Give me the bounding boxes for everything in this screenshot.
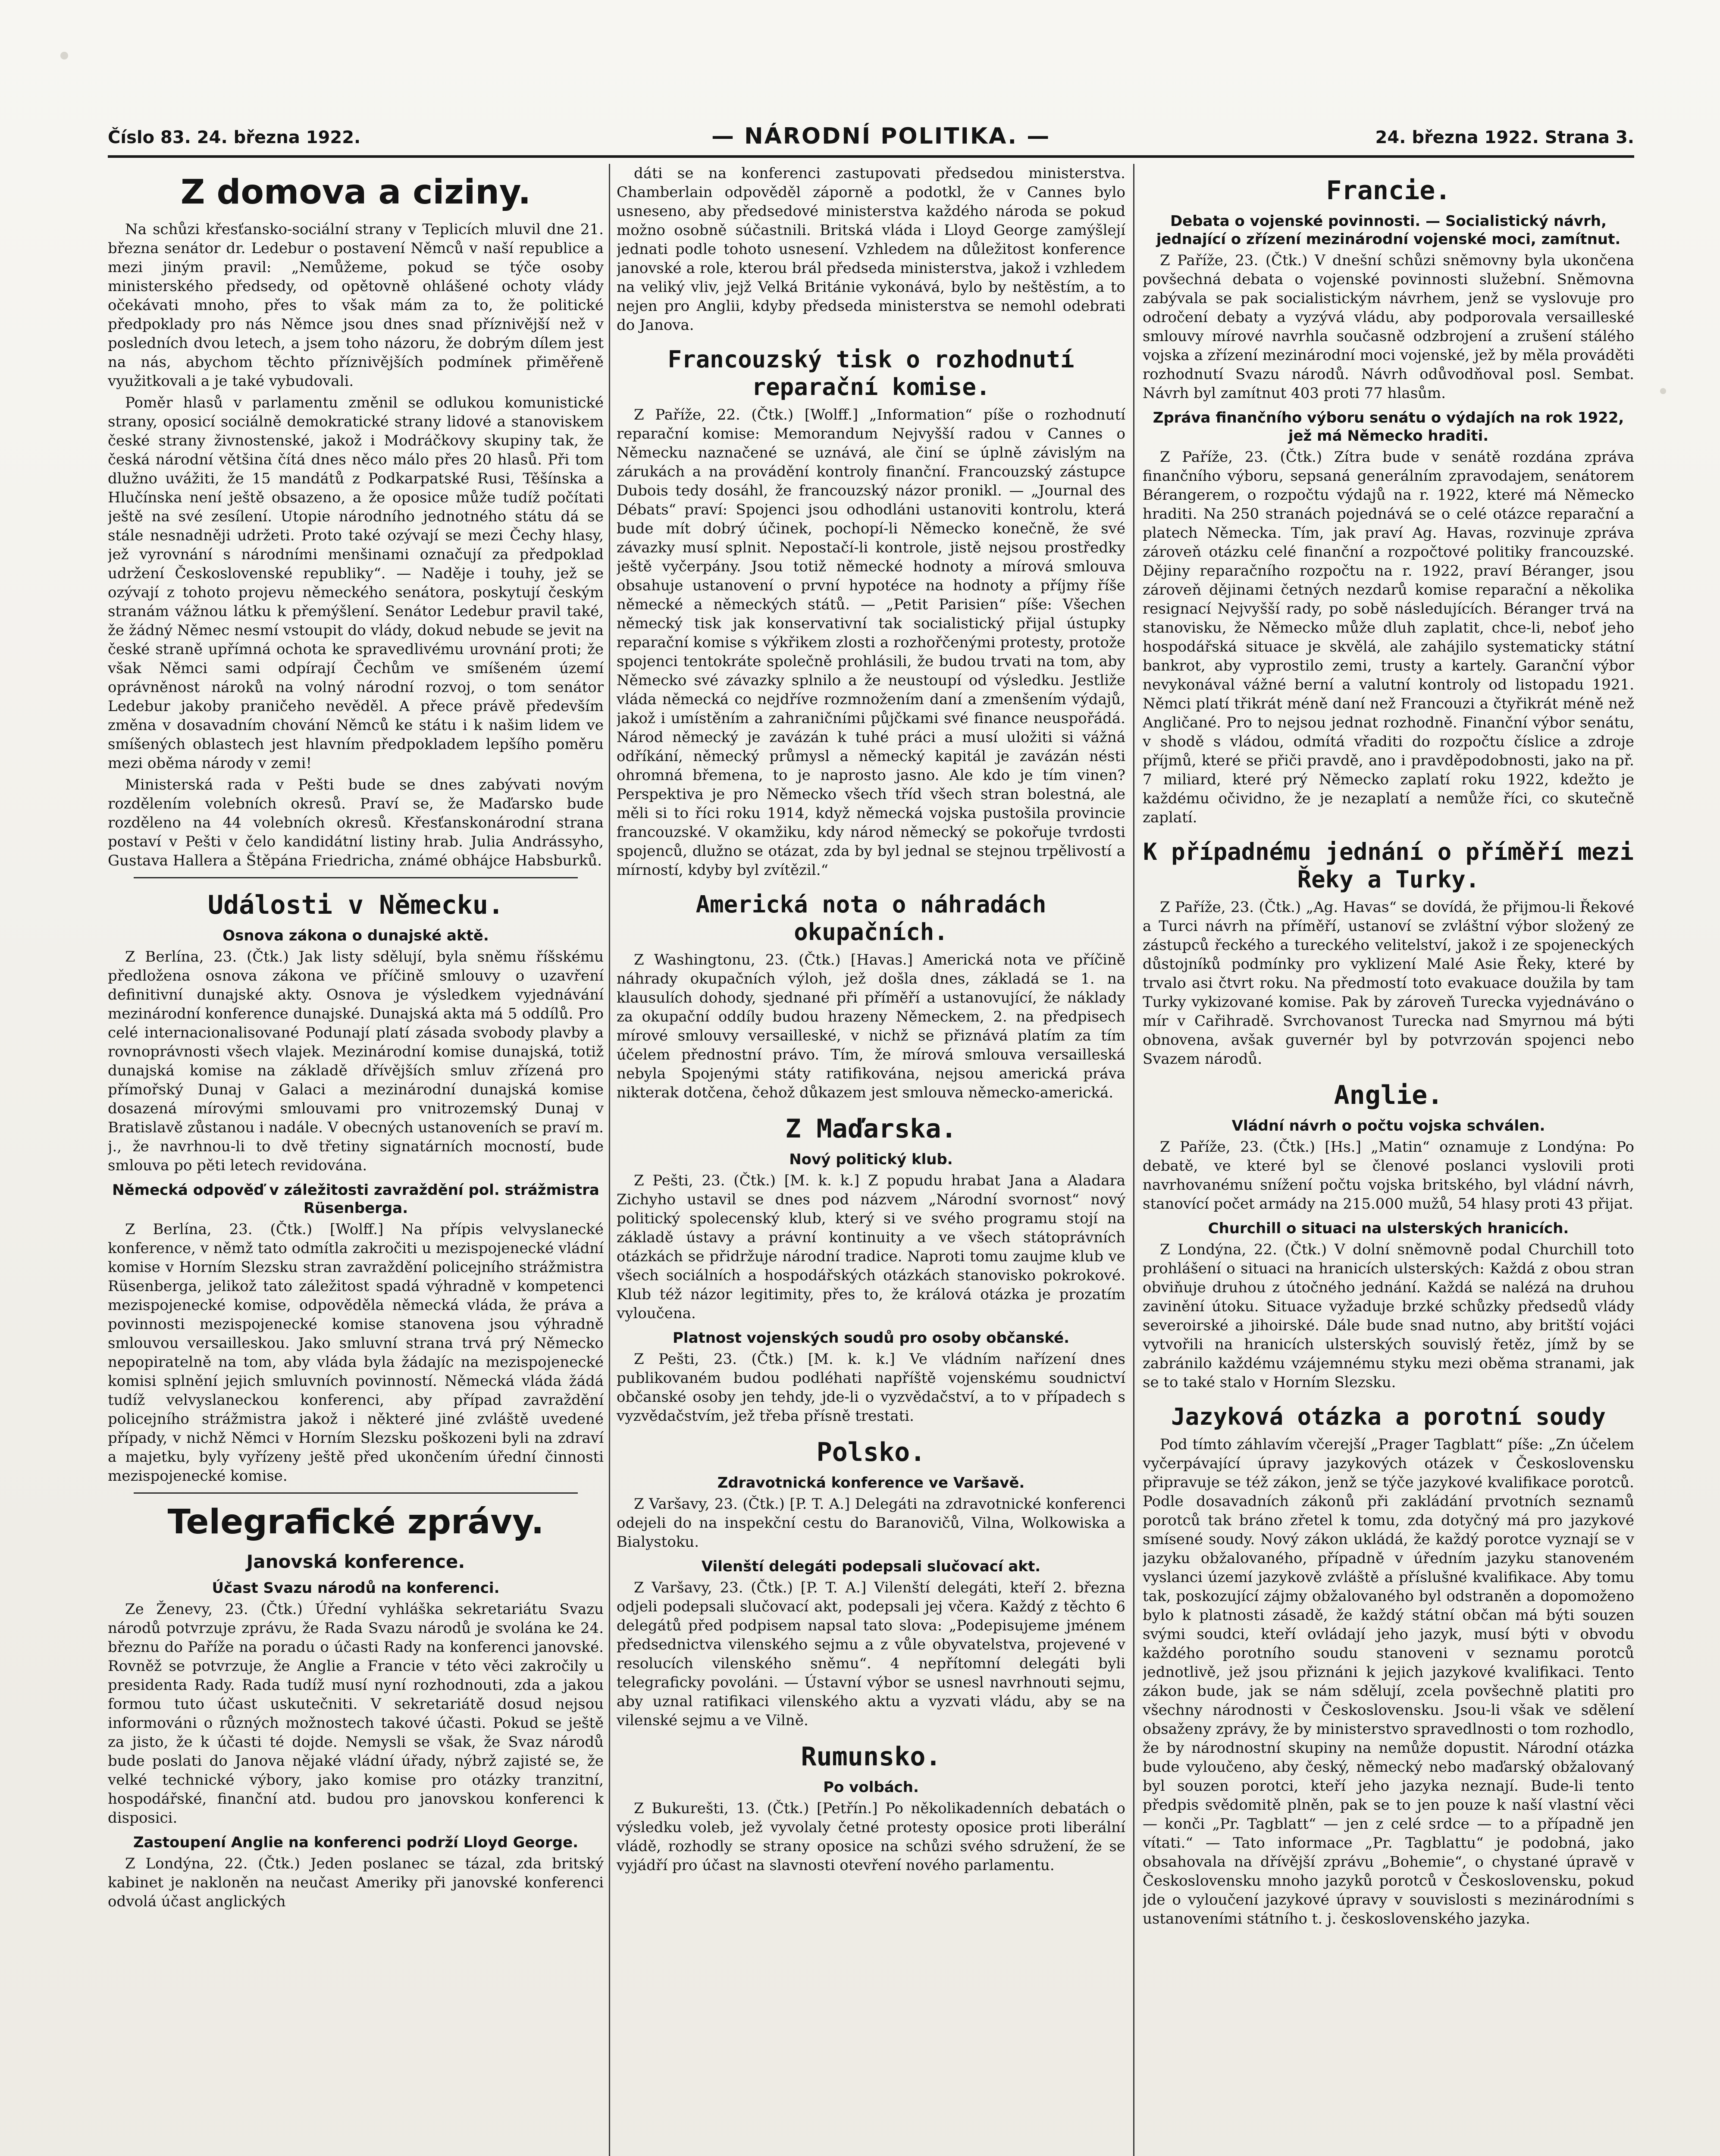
article-paragraph: Z Varšavy, 23. (Čtk.) [P. T. A.] Delegáti na zdravotnické konferenci odejeli do na inspekční cestu do Baranovičů, Vilna, Wolkowiska a Bialystoku.: [617, 1495, 1125, 1551]
article-paragraph: Z Paříže, 23. (Čtk.) [Hs.] „Matin“ oznamuje z Londýna: Po debatě, ve které byl se členové poslanci vyslovili proti navrhovanému snížení počtu vojska britského, byl vládní návrh, stanovící počet armády na 215.000 mužů, 54 hlasy proti 43 přijat.: [1143, 1138, 1634, 1213]
section-heading: Z Maďarska.: [785, 1114, 957, 1144]
article-divider: [134, 1492, 578, 1494]
page-number: 24. března 1922. Strana 3.: [1375, 128, 1634, 147]
article-paragraph: Ministerská rada v Pešti bude se dnes zabývati novým rozdělením volebních okresů. Praví se, že Maďarsko bude rozděleno na 44 volebních okresů. Křesťanskonárodní strana postaví v Pešti v čelo kandidátní listiny hrab. Julia Andrássyho, Gustava Hallera a Štěpána Friedricha, známé obhájce Habsburků.: [108, 776, 604, 869]
section-heading: Anglie.: [1334, 1080, 1443, 1110]
section-heading: Americká nota o náhradách okupačních.: [696, 891, 1046, 946]
article-heading: Churchill o situaci na ulsterských hranicích.: [1208, 1220, 1569, 1237]
column-1: [108, 164, 604, 2156]
article-paragraph: Z Paříže, 22. (Čtk.) [Wolff.] „Information“ píše o rozhodnutí reparační komise: Memorandum Nejvyšší radou v Cannes o Německu naznačené se uznává, ale činí se úplně závislým na zárukách a na provádění kontroly finanční. Francouzský zástupce Dubois tedy dosáhl, že francouzský názor pronikl. — „Journal des Débats“ praví: Spojenci jsou odhodláni ustanoviti kontrolu, která bude mít dobrý účinek, pochopí-li Německo konečně, že své závazky musí splnit. Nepostačí-li kontrole, jistě nejsou prostředky ještě vyčerpány. Jsou totiž německé hodnoty a mírová smlouva obsahuje ustanovení o první hypotéce na hodnoty a příjmy říše německé a německých států. — „Petit Parisien“ píše: Všechen německý tisk jak konservativní tak socialistický přijal ústupky reparační komise s výkřikem zlosti a rozhořčenými protesty, protože spojenci tentokráte společně prohlásili, že budou trvati na tom, aby Německo své závazky splnilo a že neustoupí od výsledku. Jestliže vláda německá co nejdříve rozmnožením daní a zmenšením výdajů, jakož i umístěním a zahraničními půjčkami své finance neuspořádá. Národ německý je zavázán k tuhé práci a musí uložiti si vážná odříkání, německý průmysl a německý kapitál je zavázán nésti ohromná břemena, to je naprosto jasno. Ale kdo je tím vinen? Perspektiva je pro Německo všech tříd všech stran bolestná, ale měli si to říci roku 1914, když německá vojska pustošila provincie francouzské. V okamžiku, kdy národ německý se pokořuje tvrdosti spojenců, dlužno se otázat, zda by byl jednal se stejnou trpělivostí a mírností, kdyby byl zvítězil.“: [617, 406, 1125, 879]
article-paragraph: Z Londýna, 22. (Čtk.) Jeden poslanec se tázal, zda britský kabinet je nakloněn na neučast Ameriky při janovské konferenci odvolá účast anglických: [108, 1855, 604, 1910]
article-heading: Zpráva finančního výboru senátu o výdajích na rok 1922, jež má Německo hraditi.: [1153, 409, 1624, 445]
section-heading: Jazyková otázka a porotní soudy: [1171, 1403, 1606, 1430]
article-paragraph: Z Londýna, 22. (Čtk.) V dolní sněmovně podal Churchill toto prohlášení o situaci na hranicích ulsterských: Každá z obou stran obviňuje druhou z útočného jednání. Každá se nalézá na druhou zavinění útoku. Situace vyžaduje brzké schůzky předsedů vlády severoirské a jihoirské. Dále bude snad nutno, aby britští vojáci vytvořili na hranicích ulsterských souvislý řetěz, jímž by se zabránilo každému vzájemnému styku mezi oběma stranami, jak se to také stalo v Horním Slezsku.: [1143, 1241, 1634, 1391]
section-heading: Polsko.: [816, 1437, 926, 1467]
article-paragraph: Na schůzi křesťansko-sociální strany v Teplicích mluvil dne 21. března senátor dr. Ledebur o postavení Němců v naší republice a mezi jiným pravil: „Nemůžeme, pokud se týče osoby ministerského předsedy, od opětovně ohlášené ochoty vlády očekávati mnoho, přes to však mám za to, že politické předpoklady pro nás Němce jsou dnes snad příznivější než v posledních dvou letech, a jsem toho názoru, že dobrým dílem jest na nás, abychom těchto příznivějších podmínek přiměřeně využitkovali a je také vybudovali.: [108, 221, 604, 390]
section-heading: Francie.: [1326, 175, 1451, 206]
article-paragraph: Z Paříže, 23. (Čtk.) „Ag. Havas“ se dovídá, že přijmou-li Řekové a Turci návrh na příměří, ustanoví se zvláštní výbor složený ze zástupců řeckého a tureckého velitelství, jakož i ze spojeneckých důstojníků podmínky pro vyklizení Malé Asie Řeky, které by trvalo asi čtvrt roku. Na předmostí toto evakuace doužila by tam Turky vykizované komise. Pak by zároveň Turecka vyjednáváno o mír v Cařihradě. Svrchovanost Turecka nad Smyrnou má býti obnovena, avšak guvernér byl by potvrzován spojenci nebo Svazem národů.: [1143, 899, 1634, 1068]
masthead-rule: [108, 155, 1634, 158]
article-heading: Vilenští delegáti podepsali slučovací akt.: [701, 1558, 1041, 1575]
article-heading: Zastoupení Anglie na konferenci podrží Lloyd George.: [133, 1834, 579, 1851]
article-subheading: Účast Svazu národů na konferenci.: [212, 1579, 500, 1597]
article-heading: Zdravotnická konference ve Varšavě.: [717, 1474, 1025, 1492]
article-divider: [134, 877, 578, 878]
article-paragraph: Z Berlína, 23. (Čtk.) [Wolff.] Na přípis velvyslanecké konference, v němž tato odmítla zakročiti u mezispojenecké vládní komise v Horním Slezsku stran zavraždění policejního strážmistra Rüsenberga, jelikož tato záležitost spadá výhradně v kompetenci mezispojenecké komise, odpověděla německá vláda, že práva a povinnosti mezispojenecké komise stanovena jsou výhradně smlouvou versailleskou. Jako smluvní strana trvá prý Německo nepopiratelně na tom, aby vláda byla žádajíc na mezispojenecké komisi splnění jejich smluvních povinností. Německá vláda žádá tudíž velvyslaneckou konferenci, aby případ zavraždění policejního strážmistra jakož i některé jiné zvláště uvedené případy, v nichž Němci v Horním Slezsku poškozeni byli na zdraví a majetku, byly vyřízeny ještě před ukončením úřední činnosti mezispojenecké komise.: [108, 1221, 604, 1485]
article-paragraph: Z Pešti, 23. (Čtk.) [M. k. k.] Z popudu hrabat Jana a Aladara Zichyho ustavil se dnes pod názvem „Národní svornost“ nový politický spolecenský klub, který si ve svého programu stojí na základě ústavy a právní kontinuity a ve všech státoprávních otázkách se přidržuje národní tradice. Naproti tomu zaujme klub ve všech sociálních a hospodářských otázkách stanovisko pokrokové. Klub též názor legitimity, přes to, že králová otázka je prozatím vyloučena.: [617, 1172, 1125, 1322]
section-heading: Události v Německu.: [207, 890, 504, 920]
masthead: [108, 123, 1634, 158]
article-paragraph: Z Paříže, 23. (Čtk.) V dnešní schůzi sněmovny byla ukončena povšechná debata o vojenské povinnosti služební. Sněmovna zabývala se pak socialistickým návrhem, jenž se vyslovuje pro odročení debaty a vyzývá vládu, aby podporovala versailleské smlouvy mírové navrhla současně odzbrojení a zrušení stálého vojska a zřízení mezinárodní moci vojenské, jež by měla prováděti rozhodnutí Svazu národů. Návrh odůvodňoval posl. Sembat. Návrh byl zamítnut 403 proti 77 hlasům.: [1143, 252, 1634, 402]
section-heading: K případnému jednání o příměří mezi Řeky a Turky.: [1143, 838, 1634, 893]
section-heading: Rumunsko.: [801, 1742, 941, 1772]
article-paragraph: Pod tímto záhlavím včerejší „Prager Tagblatt“ píše: „Zn účelem vyčerpávající úpravy jazykových otázek v Československu připravuje se též zákon, jenž se týče jazykové kvalifikace porotců. Podle dosavadních zákonů při zakládání prvotních seznamů porotců tak bráno zřetel k tomu, zda dotyčný má pro jazykové smísené soudy. Nový zákon ukládá, že každý porotce vyznají se v jazyku obžalovaného, případně v úředním jazyku stanoveném vyslanci území jazykově zvláště a příslušné kvalifikace. Aby tomu tak, poskozující zájmy obžalovaného byl odstraněn a dopomoženo bylo k platnosti zásadě, že každý státní občan má býti souzen svými soudci, kteří ovládají jeho jazyk, musí býti v obvodu každého porotního soudu stanoveni v seznamu porotců jednotlivě, jež jsou přiznáni k jejich jazykové kvalifikaci. Tento zákon bude, jak se nám sdělují, zcela povšechně platiti pro všechny národnosti v Československu. Jsou-li však ve sdělení obsaženy zprávy, že by ministerstvo spravedlnosti o tom rozhodlo, že by národnostní skupiny na nemůže dopustit. Národní otázka bude vyloučeno, aby český, německý nebo maďarský obžalovaný byl souzen porotci, kteří jeho jazyka neznají. Bude-li tento předpis svědomitě plněn, pak se to jen pouze k naší vlastní věci — konči „Pr. Tagblatt“ — jen z celé srdce — to a případně jen vítati.“ — Tato informace „Pr. Tagblattu“ je podobná, jako obsahovala na dřívější zprávu „Bohemie“, o chystané úpravě v Československu mnoho jazyků porotců v Československu, pokud jde o vyloučení jazykové úpravy v souvislosti s mezinárodními s ustanoveními státního t. j. československého jazyka.: [1143, 1436, 1634, 1927]
article-heading: Nový politický klub.: [789, 1151, 953, 1168]
section-heading: Z domova a ciziny.: [180, 173, 531, 212]
article-paragraph: Poměr hlasů v parlamentu změnil se odlukou komunistické strany, oposicí sociálně demokratické strany lidové a stanoviskem české strany živnostenské, jakož i Modráčkovy skupiny tak, že česká národní většina čítá dnes něco málo přes 20 hlasů. Při tom dlužno uvážiti, že 15 mandátů z Podkarpatské Rusi, Těšínska a Hlučínska není ještě obsazeno, a že oposice může tudíž počítati ještě na své zesílení. Utopie národního jednotného státu dá se stále nesnadněji udržeti. Proto také ozývají se mezi Čechy hlasy, jež vyrovnání s národními menšinami označují za předpoklad udržení Československé republiky“. — Naděje i touhy, jež se ozývají z tohoto projevu německého senátora, poskytují českým stranám vážnou látku k přemýšlení. Senátor Ledebur pravil také, že žádný Němec nesmí vstoupit do vlády, dokud nebude se jevit na české straně upřímná ochota ke spravedlivému urovnání proti; že však Němci sami odpírají Čechům ve smíšeném území oprávněnost nároků na volný národní rozvoj, o tom senátor Ledebur jakoby praničeho nevěděl. A přece právě především změna v dosavadním chování Němců ke státu i k našim lidem ve smíšených oblastech jest hlavním předpokladem lepšího poměru mezi oběma národy v zemi!: [108, 394, 604, 772]
article-heading: Vládní návrh o počtu vojska schválen.: [1231, 1117, 1545, 1134]
article-paragraph: Z Pešti, 23. (Čtk.) [M. k. k.] Ve vládním nařízení dnes publikovaném budou podléhati napříště vojenskému soudnictví občanské osoby jen tehdy, jde-li o vyzvědačství, a to v případech s vyzvědačstvím, jež třeba přísně trestati.: [617, 1351, 1125, 1425]
article-paragraph: dáti se na konferenci zastupovati předsedou ministerstva. Chamberlain odpověděl záporně a podotkl, že v Cannes bylo usneseno, aby předsedové ministerstva každého národa se pokud možno osobně súčastnili. Britská vláda i Lloyd George zamýšlejí jednati podle tohoto usnesení. Vzhledem na důležitost konference janovské a role, kterou brál předseda ministerstva, jakož i vzhledem na veliký vliv, jejž Velká Británie vykonává, bylo by neštěstím, a to nejen pro Anglii, kdyby předseda ministerstva se nemohl odebrati do Janova.: [617, 165, 1125, 334]
article-heading: Po volbách.: [823, 1779, 919, 1796]
article-heading: Osnova zákona o dunajské aktě.: [222, 927, 489, 944]
article-paragraph: Z Washingtonu, 23. (Čtk.) [Havas.] Americká nota ve příčině náhrady okupačních výloh, jež došla dnes, základá se 1. na klausulích dohody, sjednané při příměří a ustanovující, že náklady za okupační oddíly budou hrazeny Německem, 2. na předpisech mírové smlouvy versailleské, v nichž se přiznává platím za tím účelem přednostní právo. Tím, že mírová smlouva versailleská nebyla Spojenými státy ratifikována, nejsou americká práva nikterak dotčena, čehož důkazem jest smlouva německo-americká.: [617, 951, 1125, 1101]
section-heading: Telegrafické zprávy.: [167, 1503, 544, 1542]
issue-date: Číslo 83. 24. března 1922.: [108, 128, 361, 147]
article-heading: Janovská konference.: [246, 1551, 465, 1572]
article-heading: Platnost vojenských soudů pro osoby občanské.: [673, 1329, 1069, 1347]
column-divider: [609, 164, 610, 2156]
column-2: [617, 164, 1125, 2156]
article-paragraph: Z Varšavy, 23. (Čtk.) [P. T. A.] Vilenští delegáti, kteří 2. března odjeli podepsali slučovací akt, podepsali jej včera. Každý z těchto 6 delegátů před podpisem napsal tato slova: „Podepisujeme jménem předsednictva vilenského sejmu a z vůle obyvatelstva, projevené v resolucích vilenského sněmu“. 4 nepřítomní delegáti byli telegraficky povoláni. — Ústavní výbor se usnesl navrhnouti sejmu, aby uznal ratifikaci vilenského aktu a vyzvati vládu, aby se na vilenské sejmu a ve Vilně.: [617, 1579, 1125, 1729]
article-paragraph: Z Berlína, 23. (Čtk.) Jak listy sdělují, byla sněmu říšskému předložena osnova zákona ve příčině smlouvy o uzavření definitivní dunajské akty. Osnova je výsledkem vyjednávání mezinárodní konference dunajské. Dunajská akta má 5 oddílů. Pro celé internacionalisované Podunají platí zásada svobody plavby a rovnoprávnosti všech vlajek. Mezinárodní komise dunajská, totiž dunajská komise na základě dřívějších smluv zřízená pro přímořský Dunaj v Galaci a mezinárodní dunajská komise dosazená mírovými smlouvami pro vnitrozemský Dunaj v Bratislavě zůstanou i nadále. V obecných ustanoveních se praví m. j., že navrhnou-li to dvě třetiny signatárních mocností, bude smlouva po pěti letech revidována.: [108, 948, 604, 1174]
column-divider: [1133, 164, 1134, 2156]
article-paragraph: Ze Ženevy, 23. (Čtk.) Úřední vyhláška sekretariátu Svazu národů potvrzuje zprávu, že Rada Svazu národů je svolána ke 24. březnu do Paříže na poradu o účasti Rady na konferenci janovské. Rovněž se potvrzuje, že Anglie a Francie v této věci zakročily u presidenta Rady. Rada tudíž musí nyní rozhodnouti, zda a jakou formou tuto účast uskutečniti. V sekretariátě dosud nejsou informováni o různých možnostech takové účasti. Pokud se ještě za jisto, že k účasti té dojde. Nemysli se však, že Svaz národů bude poslati do Janova nějaké vládní úřady, nýbrž zajisté se, že velké technické výbory, jako komise pro otázky tranzitní, hospodářské, finanční atd. budou pro janovskou konferenci k disposici.: [108, 1601, 604, 1827]
column-3: [1143, 164, 1634, 2156]
article-paragraph: Z Paříže, 23. (Čtk.) Zítra bude v senátě rozdána zpráva finančního výboru, sepsaná generálním zpravodajem, senátorem Bérangerem, o rozpočtu výdajů na r. 1922, které má Německo hraditi. Na 250 stranách pojednává se o celé otázce reparační a platech Německa. Tím, jak praví Ag. Havas, rozvinuje zpráva zároveň otázku celé finanční a rozpočtové politiky francouzské. Dějiny reparačního rozpočtu na r. 1922, praví Béranger, jsou zároveň dějinami četných nezdarů komise reparační a několika resignací Nejvyšší rady, po sobě následujících. Béranger trvá na stanovisku, že Německo může dluh zaplatit, chce-li, neboť jeho hospodářská situace je skvělá, ale zahájilo systematicky státní bankrot, aby vyprostilo zemi, trusty a kartely. Garanční výbor nevykonával vážné berní a valutní kontroly od listopadu 1921. Němci platí třikrát méně daní než Francouzi a čtyřikrát méně než Angličané. Pro to nejsou jednat rozhodně. Finanční výbor senátu, v shodě s vládou, odmítá vřaditi do rozpočtu číslice a zdroje příjmů, které se přiči pravdě, ano i pravděpodobnosti, jako na př. 7 miliard, které prý Německo zaplatí roku 1922, kdežto je každému očividno, že je nezaplatí a nemůže říci, co skutečně zaplatí.: [1143, 448, 1634, 826]
article-heading: Debata o vojenské povinnosti. — Socialistický návrh, jednající o zřízení mezinárodní vojenské moci, zamítnut.: [1156, 213, 1621, 248]
newspaper-title: — NÁRODNÍ POLITIKA. —: [711, 123, 1051, 149]
article-paragraph: Z Bukurešti, 13. (Čtk.) [Petřín.] Po několikadenních debatách o výsledku voleb, jež vyvolaly četné protesty oposice proti liberální vládě, rozhodly se strany oposice na schůzi svého sdružení, že se vyjádří pro účast na slavnosti otevření nového parlamentu.: [617, 1800, 1125, 1874]
article-heading: Německá odpověď v záležitosti zavraždění pol. strážmistra Rüsenberga.: [112, 1181, 599, 1217]
section-heading: Francouzský tisk o rozhodnutí reparační komise.: [667, 346, 1075, 401]
